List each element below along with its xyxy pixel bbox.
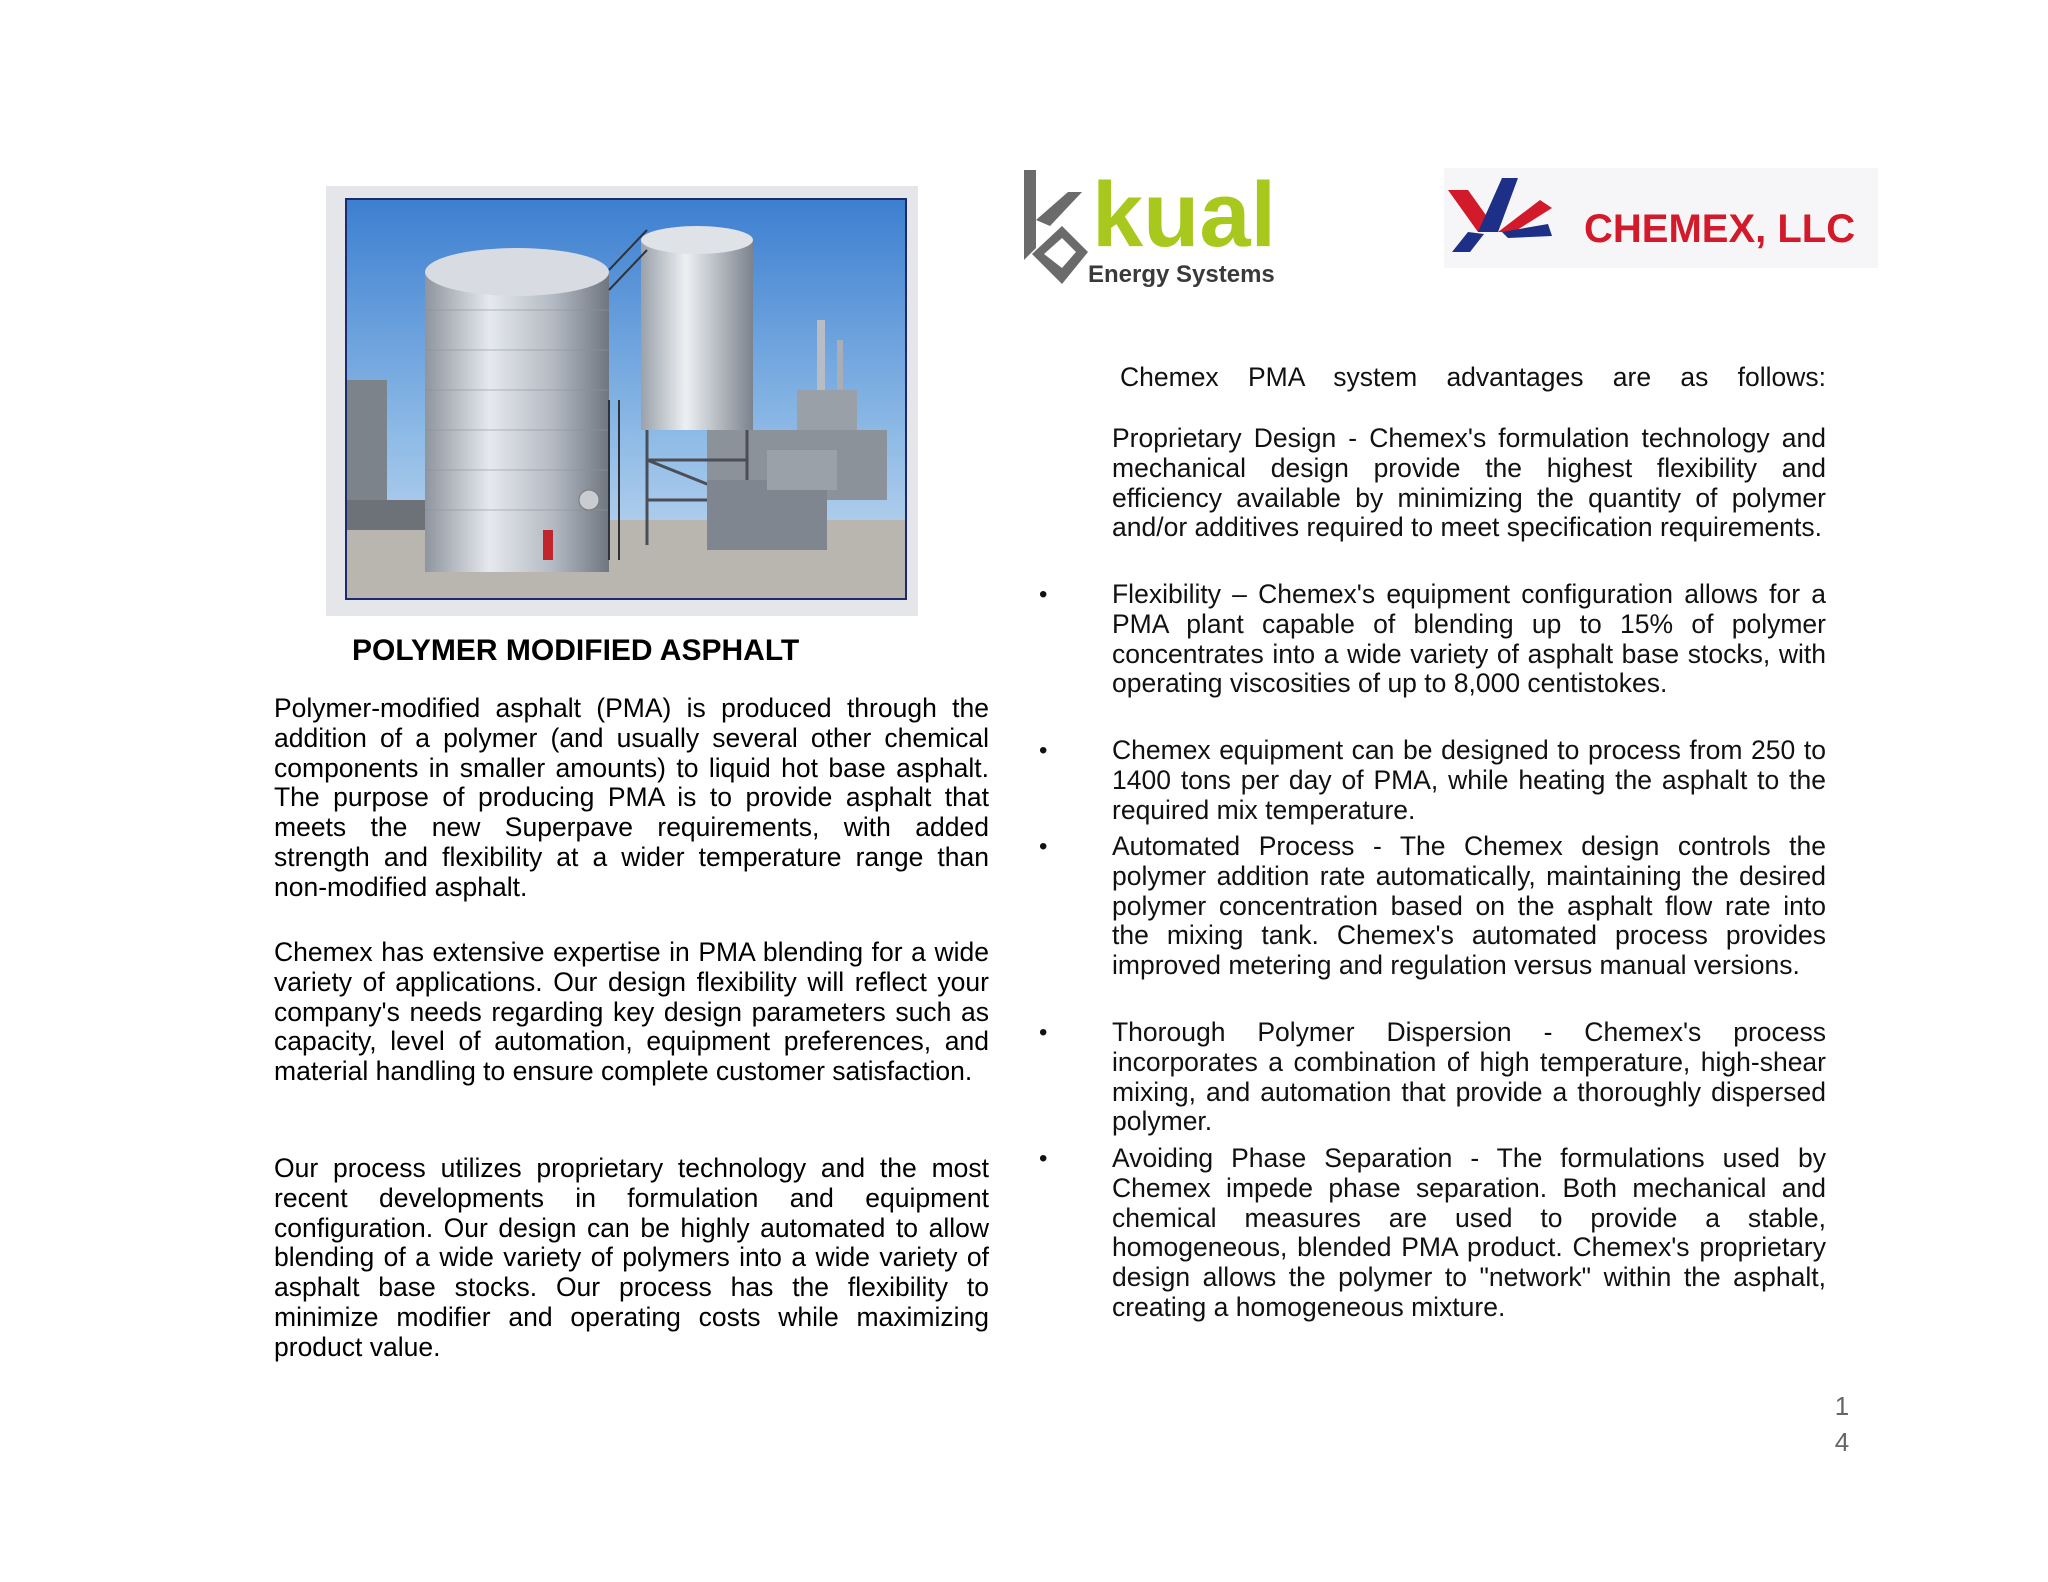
page-number-line-2: 4 <box>1834 1427 1850 1457</box>
bullet-marker: • <box>1039 833 1048 860</box>
chemex-wordmark: CHEMEX, LLC <box>1584 207 1856 251</box>
kual-wordmark: kual <box>1092 168 1277 266</box>
page-number <box>1832 1388 1852 1460</box>
plant-photo-illustration <box>347 200 905 598</box>
bullet-marker: • <box>1039 1145 1048 1172</box>
advantage-polymer-dispersion: Thorough Polymer Dispersion - Chemex's process incorporates a combination of high temperature, high-shear mixing, and automation that provide a thoroughly dispersed polymer. <box>1112 1017 1826 1137</box>
bullet-marker: • <box>1039 737 1048 764</box>
advantage-automated-process: Automated Process - The Chemex design controls the polymer addition rate automatically, maintaining the desired polymer concentration based on the asphalt flow rate into the mixing tank. Chemex's automated process provides improved metering and regulation versus manual versions. <box>1112 831 1826 981</box>
plant-photo-frame <box>326 186 918 616</box>
chemex-logo <box>1444 168 1878 268</box>
advantage-phase-separation: Avoiding Phase Separation - The formulations used by Chemex impede phase separation. Both mechanical and chemical measures are used to provide a stable, homogeneous, blended PMA product. Chemex's proprietary design allows the polymer to "network" within the asphalt, creating a homogeneous mixture. <box>1112 1143 1826 1322</box>
expertise-paragraph: Chemex has extensive expertise in PMA blending for a wide variety of applications. Our design flexibility will reflect your company's needs regarding key design parameters such as capacity, level of automation, equipment preferences, and material handling to ensure complete customer satisfaction. <box>274 937 989 1087</box>
bullet-marker: • <box>1039 1019 1048 1046</box>
section-heading: POLYMER MODIFIED ASPHALT <box>352 634 800 667</box>
intro-paragraph: Polymer-modified asphalt (PMA) is produced through the addition of a polymer (and usually several other chemical components in smaller amounts) to liquid hot base asphalt. The purpose of producing PMA is to provide asphalt that meets the new Superpave requirements, with added strength and flexibility at a wider temperature range than non-modified asphalt. <box>274 693 989 902</box>
advantages-intro: Chemex PMA system advantages are as follows: <box>1120 362 1826 392</box>
chemex-logo-mark <box>1444 168 1878 268</box>
kual-tagline: Energy Systems <box>1088 261 1275 288</box>
process-paragraph: Our process utilizes proprietary technology and the most recent developments in formulation and equipment configuration. Our design can be highly automated to allow blending of a wide variety of polymers into a wide variety of asphalt base stocks. Our process has the flexibility to minimize modifier and operating costs while maximizing product value. <box>274 1153 989 1362</box>
page-number-line-1: 1 <box>1834 1391 1850 1421</box>
advantage-capacity: Chemex equipment can be designed to process from 250 to 1400 tons per day of PMA, while heating the asphalt to the required mix temperature. <box>1112 735 1826 825</box>
plant-photo <box>345 198 907 600</box>
kual-logo-mark <box>1022 168 1304 288</box>
bullet-marker: • <box>1039 581 1048 608</box>
advantage-flexibility: Flexibility – Chemex's equipment configuration allows for a PMA plant capable of blending up to 15% of polymer concentrates into a wide variety of asphalt base stocks, with operating viscosities of up to 8,000 centistokes. <box>1112 579 1826 699</box>
kual-energy-systems-logo <box>1022 168 1304 288</box>
advantage-proprietary-design: Proprietary Design - Chemex's formulation technology and mechanical design provide the highest flexibility and efficiency available by minimizing the quantity of polymer and/or additives required to meet specification requirements. <box>1112 423 1826 543</box>
